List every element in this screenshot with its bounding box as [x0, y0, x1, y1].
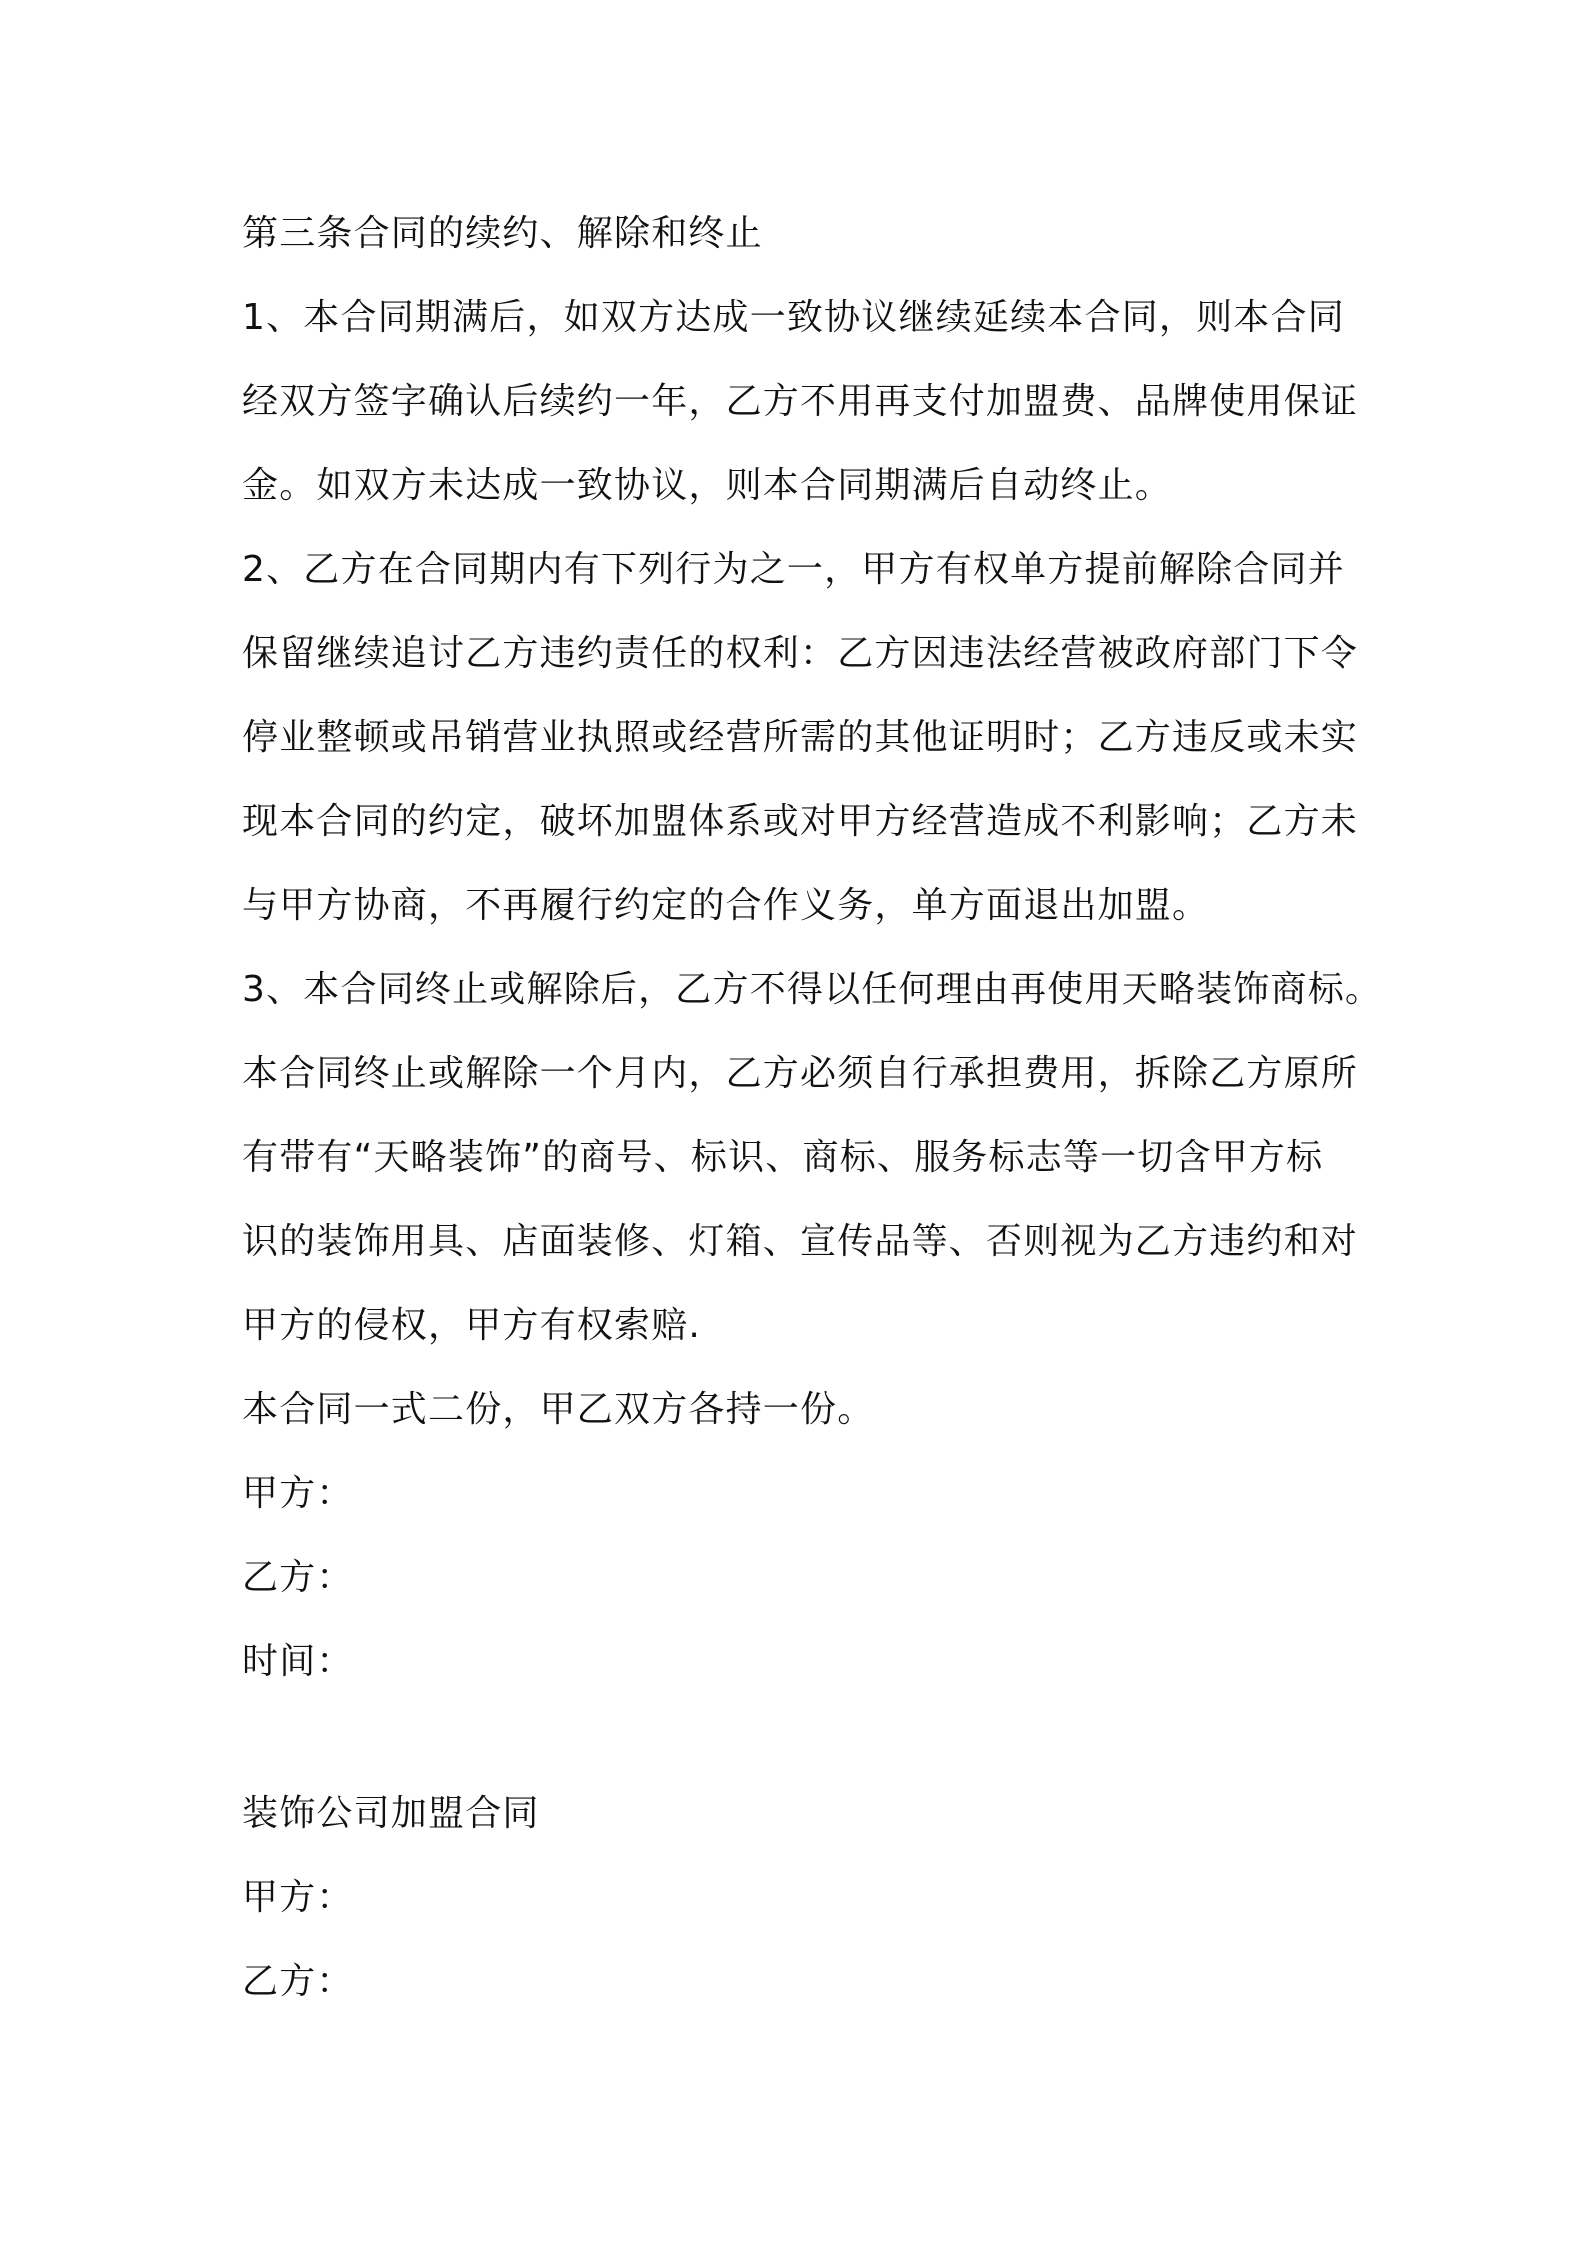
party-a-label: 甲方： — [242, 1473, 354, 1514]
paragraph-line: 保留继续追讨乙方违约责任的权利：乙方因违法经营被政府部门下令 — [242, 633, 1359, 674]
paragraph-line: 经双方签字确认后续约一年，乙方不用再支付加盟费、品牌使用保证 — [242, 381, 1359, 422]
party-b-label: 乙方： — [242, 1557, 354, 1598]
paragraph-line: 与甲方协商，不再履行约定的合作义务，单方面退出加盟。 — [242, 885, 1210, 926]
paragraph-line: 甲方的侵权，甲方有权索赔. — [242, 1305, 702, 1346]
paragraph-line: 1、本合同期满后，如双方达成一致协议继续延续本合同，则本合同 — [242, 297, 1345, 338]
contract-title: 装饰公司加盟合同 — [242, 1793, 540, 1834]
paragraph-line: 金。如双方未达成一致协议，则本合同期满后自动终止。 — [242, 465, 1173, 506]
party-b-label-2: 乙方： — [242, 1961, 354, 2002]
paragraph-line: 本合同终止或解除一个月内，乙方必须自行承担费用，拆除乙方原所 — [242, 1053, 1359, 1094]
paragraph-line: 2、乙方在合同期内有下列行为之一，甲方有权单方提前解除合同并 — [242, 549, 1345, 590]
paragraph-line: 有带有“天略装饰”的商号、标识、商标、服务标志等一切含甲方标 — [242, 1137, 1324, 1178]
section-heading: 第三条合同的续约、解除和终止 — [242, 213, 763, 254]
section-gap — [242, 1704, 1362, 1772]
paragraph-line: 本合同一式二份，甲乙双方各持一份。 — [242, 1389, 875, 1430]
time-label: 时间： — [242, 1641, 354, 1682]
paragraph-line: 停业整顿或吊销营业执照或经营所需的其他证明时；乙方违反或未实 — [242, 717, 1359, 758]
document-body — [242, 192, 1383, 2024]
party-a-label-2: 甲方： — [242, 1877, 354, 1918]
paragraph-line: 3、本合同终止或解除后，乙方不得以任何理由再使用天略装饰商标。 — [242, 969, 1383, 1010]
paragraph-line: 识的装饰用具、店面装修、灯箱、宣传品等、否则视为乙方违约和对 — [242, 1221, 1359, 1262]
paragraph-line: 现本合同的约定，破坏加盟体系或对甲方经营造成不利影响；乙方未 — [242, 801, 1359, 842]
